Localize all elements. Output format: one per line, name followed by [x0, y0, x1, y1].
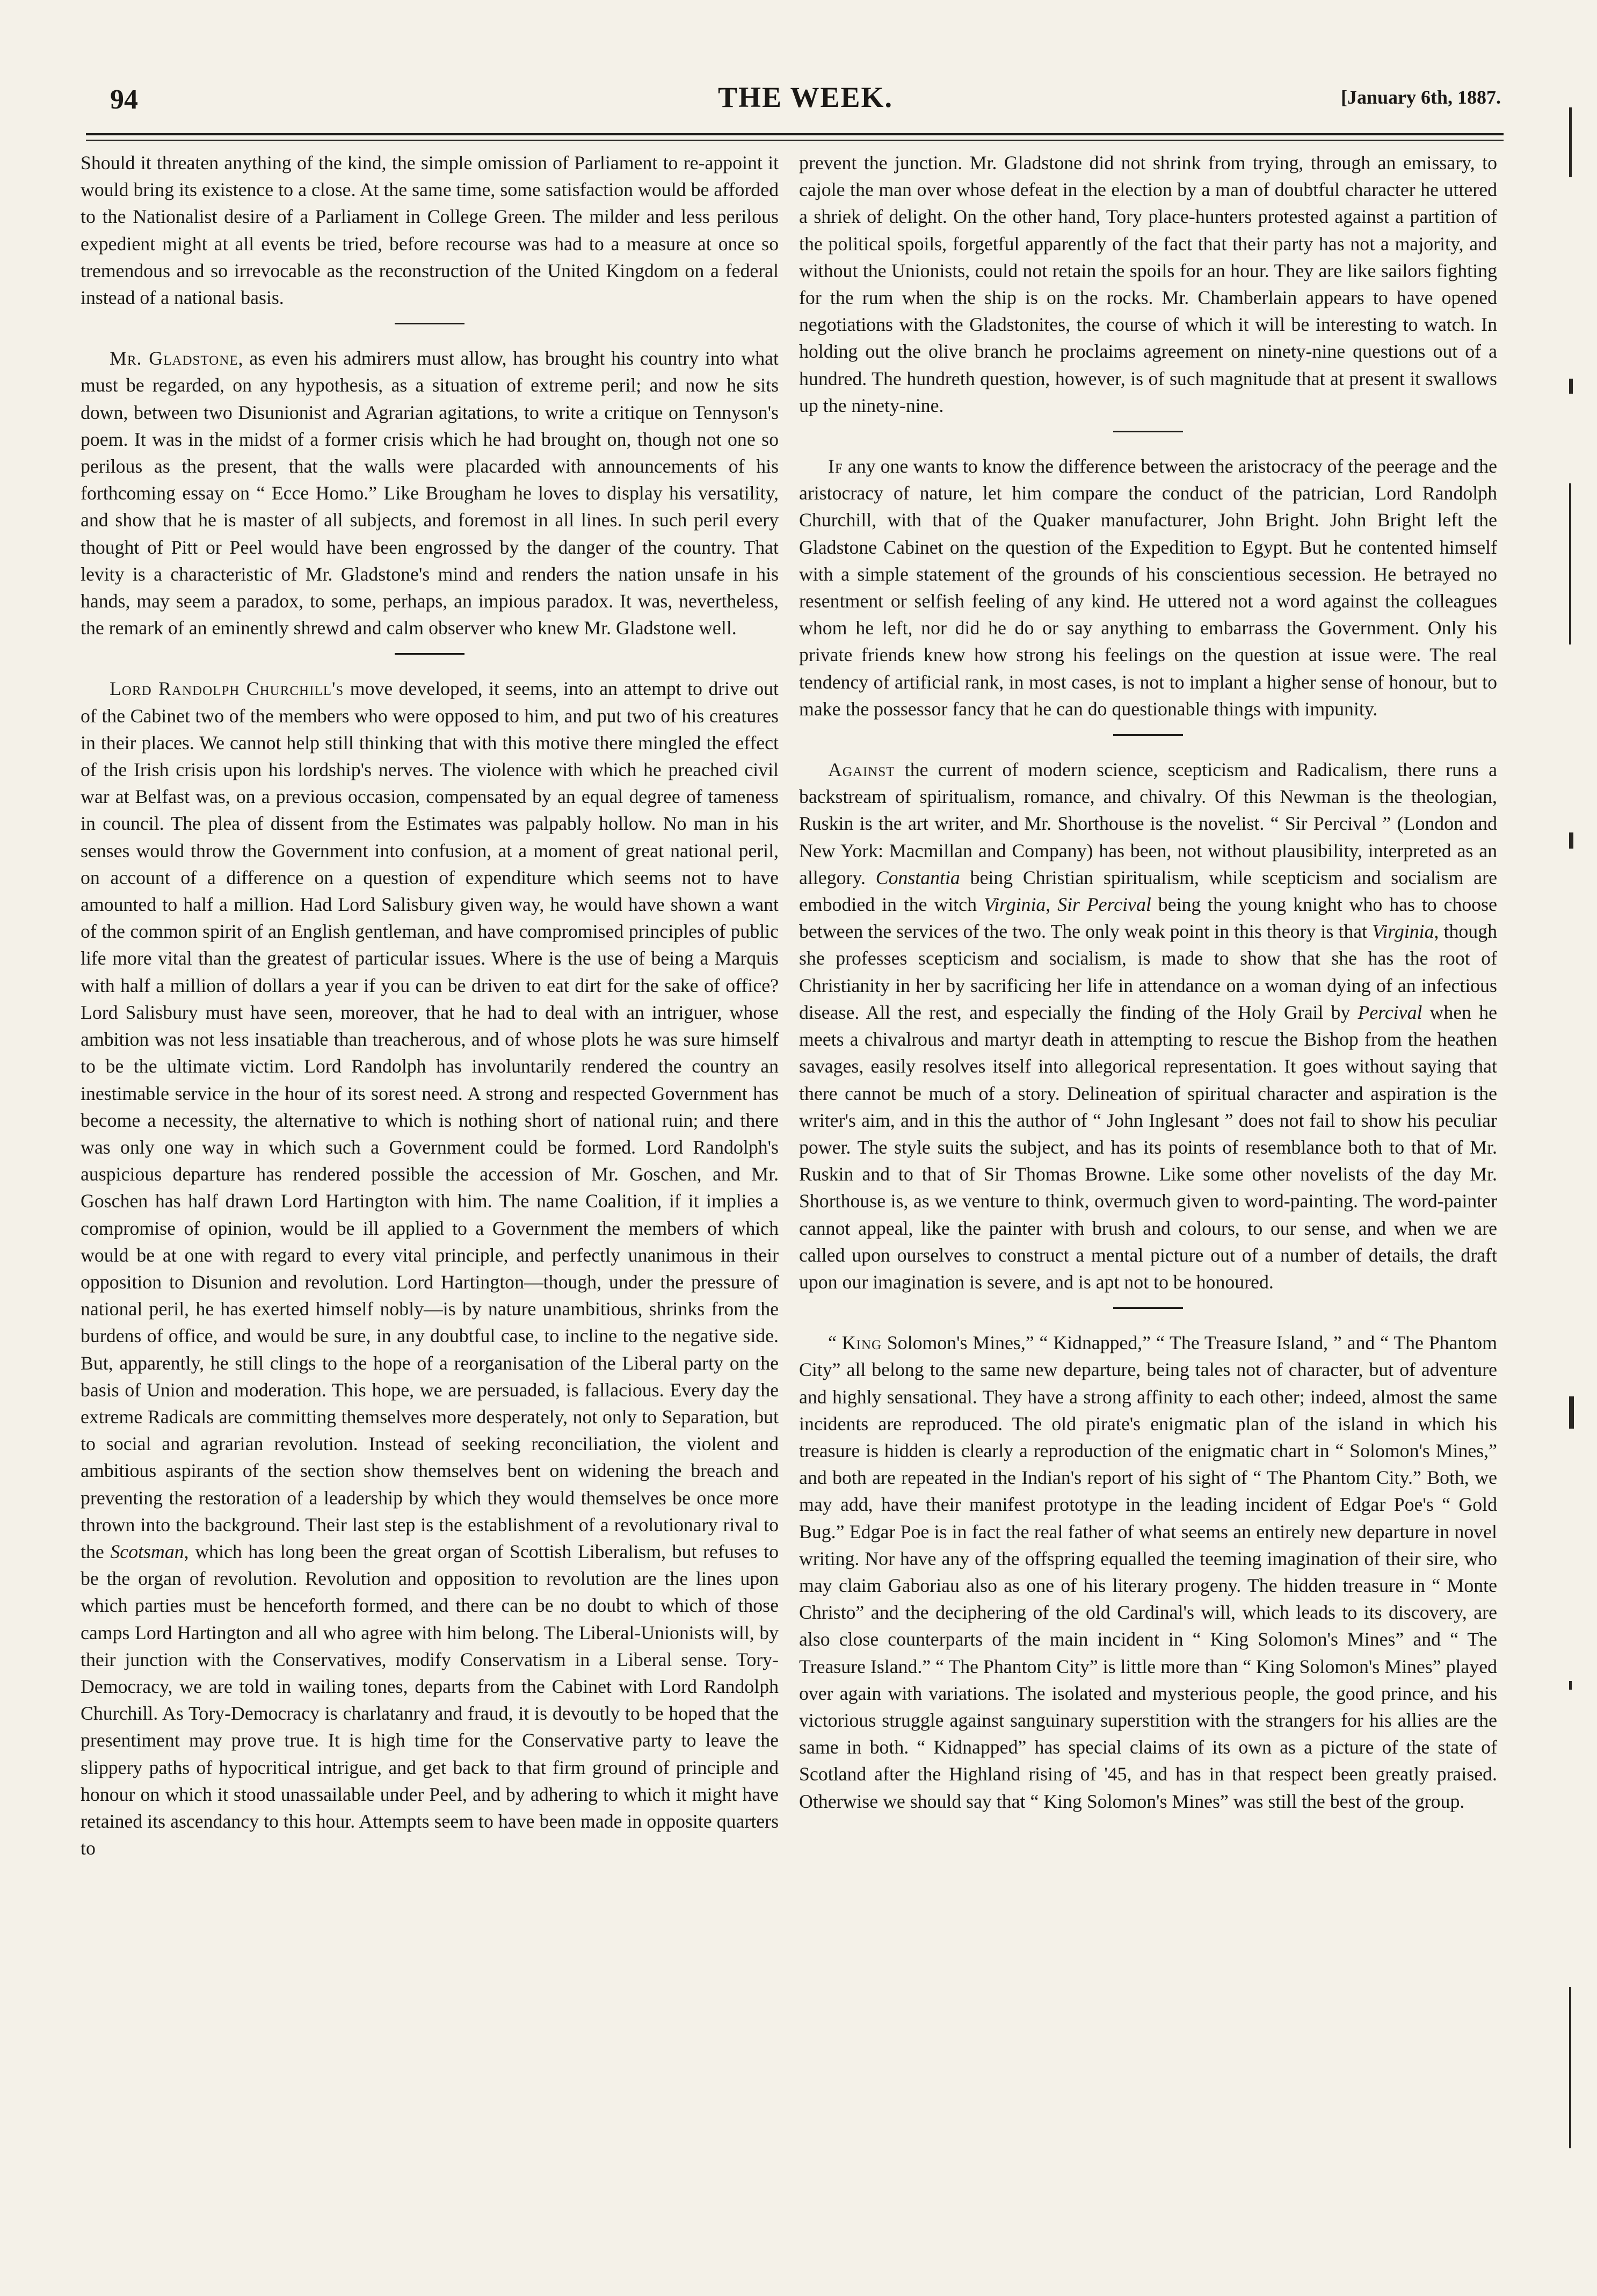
scan-mark [1569, 379, 1573, 394]
italic-name: Sir Percival [1057, 894, 1151, 916]
section-divider [395, 653, 464, 655]
section-divider [395, 323, 464, 324]
page-number: 94 [110, 84, 138, 115]
paragraph-text: being Christian spiritualism, while scepticism and socialism are embodied in the witch [799, 866, 1497, 916]
lead-in: King [841, 1332, 882, 1354]
paragraph-text: , as even his admirers must allow, has brought his country into what must be regarded, on any hypothesis, as a situation of extreme peril; and now he sits down, between two Disunionist and Agrarian agitations, to write a critique on Tennyson's poem. It was in the midst of a former crisis which he had brought on, though not one so perilous as the present, that the walls were placarded with announcements of his forthcoming essay on “ Ecce Homo.” Like Brougham he loves to display his versatility, and show that he is master of all subjects, and foremost in all lines. In such peril every thought of Pitt or Peel would have been engrossed by the danger of the country. That levity is a characteristic of Mr. Gladstone's mind and renders the nation unsafe in his hands, may seem a paradox, to some, perhaps, an impious paradox. It was, nevertheless, the remark of an eminently shrewd and calm observer who knew Mr. Gladstone well. [81, 347, 779, 639]
article-paragraph [799, 756, 1497, 1295]
section-divider [1113, 1307, 1183, 1309]
page-header [110, 81, 1501, 124]
lead-in: Lord Randolph Churchill's [110, 678, 344, 700]
scan-edge-marks [1562, 107, 1583, 2148]
issue-date: [January 6th, 1887. [1340, 86, 1501, 108]
italic-name: Virginia [1372, 921, 1434, 943]
article-paragraph: prevent the junction. Mr. Gladstone did not shrink from trying, through an emissary, to cajole the man over whose defeat in the election by a man of doubtful character he uttered a shriek of delight. On the other hand, Tory place-hunters protested against a partition of the political spoils, forgetful apparently of the fact that their party has not a majority, and without the Unionists, could not retain the spoils for an hour. They are like sailors fighting for the rum when the ship is on the rocks. Mr. Chamberlain appears to have opened negotiations with the Gladstonites, the course of which it will be interesting to watch. In holding out the olive branch he proclaims agreement on ninety-nine questions out of a hundred. The hundreth question, however, is of such magnitude that at present it swallows up the ninety-nine. [799, 152, 1497, 416]
paragraph-text: , though she professes scepticism and socialism, is made to show that she has the root of Christianity in her by sacrificing her life in attendance on a woman dying of an infectious disease. All the rest, and especially the finding of the Holy Grail by [799, 921, 1497, 1023]
lead-in: If [828, 455, 843, 477]
article-paragraph [799, 453, 1497, 722]
italic-name: Constantia [875, 866, 960, 888]
right-column [799, 149, 1497, 1815]
scan-mark [1569, 1681, 1572, 1690]
article-paragraph [81, 345, 779, 641]
paragraph-text: when he meets a chivalrous and martyr death in attempting to rescue the Bishop from the heathen savages, easily resolves itself into allegorical representation. It goes without saying that there cannot be much of a story. Delineation of spiritual character and aspiration is the writer's aim, and in this the author of “ John Inglesant ” does not fail to show his peculiar power. The style suits the subject, and has its points of resemblance both to that of Mr. Ruskin and to that of Sir Thomas Browne. Like some other novelists of the day Mr. Shorthouse is, as we venture to think, overmuch given to word-painting. The word-painter cannot appeal, like the painter with brush and colours, to our sense, and when we are called upon ourselves to construct a mental picture out of a number of details, the draft upon our imagination is severe, and is apt not to be honoured. [799, 1001, 1497, 1293]
paragraph-text: move developed, it seems, into an attempt to drive out of the Cabinet two of the members who were opposed to him, and put two of his creatures in their places. We cannot help still thinking that with this motive there mingled the effect of the Irish crisis upon his lordship's nerves. The violence with which he preached civil war at Belfast was, on a previous occasion, compensated by an equal degree of tameness in council. The plea of dissent from the Estimates was palpably hollow. No man in his senses would throw the Government into confusion, at a moment of great national peril, on account of a difference on a question of expenditure which seems not to have amounted to half a million. Had Lord Salisbury given way, he would have shown a want of the common spirit of an English gentleman, and have compromised principles of public life more vital than the greatest of particular issues. Where is the use of being a Marquis with half a million of dollars a year if you can be driven to eat dirt for the sake of office? Lord Salisbury must have seen, moreover, that he had to deal with an intriguer, whose ambition was not less insatiable than treacherous, and of whose plots he was sure himself to be the ultimate victim. Lord Randolph has involuntarily rendered the country an inestimable service in the hour of its sorest need. A strong and respected Government has become a necessity, the alternative to which is nothing short of national ruin; and there was only one way in which such a Government could be formed. Lord Randolph's auspicious departure has rendered possible the accession of Mr. Goschen, and Mr. Goschen has half drawn Lord Hartington with him. The name Coalition, if it implies a compromise of opinion, would be ill applied to a Government the members of which would be at one with regard to every vital principle, and perfectly unanimous in their opposition to Disunion and revolution. Lord Hartington—though, under the pressure of national peril, he has exerted himself nobly—is by nature unambitious, shrinks from the burdens of office, and would be sure, in any doubtful case, to incline to the negative side. But, apparently, he still clings to the hope of a reorganisation of the Liberal party on the basis of Union and moderation. This hope, we are persuaded, is fallacious. Every day the extreme Radicals are committing themselves more desperately, not only to Separation, but to social and agrarian revolution. Instead of seeking reconciliation, the violent and ambitious aspirants of the section show themselves bent on widening the breach and preventing the restoration of a leadership by which they would themselves be once more thrown into the background. Their last step is the establishment of a revolutionary rival to the [81, 678, 779, 1562]
scan-mark [1569, 107, 1572, 177]
article-paragraph [81, 675, 779, 1862]
scan-mark [1569, 1396, 1574, 1429]
paragraph-text: , [1046, 894, 1058, 916]
article-paragraph: Should it threaten anything of the kind, the simple omission of Parliament to re-appoint it would bring its existence to a close. At the same time, some satisfaction would be afforded to the Nationalist desire of a Parliament in College Green. The milder and less perilous expedient might at all events be tried, before recourse was had to a measure at once so tremendous and so irrevocable as the reconstruction of the United Kingdom on a federal instead of a national basis. [81, 152, 779, 309]
italic-title: Scotsman [110, 1540, 184, 1562]
paragraph-text: Solomon's Mines,” “ Kidnapped,” “ The Treasure Island, ” and “ The Phantom City” all belong to the same new departure, being tales not of character, but of adventure and highly sensational. They have a strong affinity to each other; indeed, almost the same incidents are reproduced. The old pirate's enigmatic plan of the island in which his treasure is hidden is clearly a reproduction of the enigmatic chart in “ Solomon's Mines,” and both are repeated in the Indian's report of his sight of “ The Phantom City.” Both, we may add, have their manifest prototype in the leading incident of Edgar Poe's “ Gold Bug.” Edgar Poe is in fact the real father of what seems an entirely new departure in novel writing. Nor have any of the offspring equalled the teeming imagination of their sire, who may claim Gaboriau also as one of his literary progeny. The hidden treasure in “ Monte Christo” and the deciphering of the old Cardinal's will, which leads to its discovery, are also close counterparts of the main incident in “ King Solomon's Mines” and “ The Treasure Island.” “ The Phantom City” is little more than “ King Solomon's Mines” played over again with variations. The isolated and mysterious people, the good prince, and his victorious struggle against sanguinary superstition with the strangers for his allies are the same in both. “ Kidnapped” has special claims of its own as a picture of the state of Scotland after the Highland rising of '45, and has in that respect been greatly praised. Otherwise we should say that “ King Solomon's Mines” was still the best of the group. [799, 1332, 1497, 1812]
open-quote: “ [828, 1332, 842, 1354]
scan-mark [1569, 832, 1573, 849]
italic-name: Virginia [983, 894, 1046, 916]
paragraph-text: the current of modern science, scepticism and Radicalism, there runs a backstream of spiritualism, romance, and chivalry. Of this Newman is the theologian, Ruskin is the art writer, and Mr. Shorthouse is the novelist. “ Sir Percival ” (London and New York: Macmillan and Company) has been, not without plausibility, interpreted as an allegory. [799, 759, 1497, 888]
header-rule-thin [86, 140, 1504, 141]
publication-title: THE WEEK. [717, 81, 894, 113]
lead-in: Against [828, 759, 895, 781]
header-rule-thick [86, 133, 1504, 135]
paragraph-text: being the young knight who has to choose between the services of the two. The only weak point in this theory is that [799, 894, 1498, 943]
section-divider [1113, 734, 1183, 736]
section-divider [1113, 431, 1183, 432]
italic-name: Percival [1358, 1001, 1422, 1023]
lead-in: Mr. Gladstone [110, 347, 238, 370]
scan-mark [1569, 1987, 1571, 2148]
paragraph-text: , which has long been the great organ of Scottish Liberalism, but refuses to be the organ of revolution. Revolution and opposition to revolution are the lines upon which parties must be henceforth formed, and there can be no doubt to which of those camps Lord Hartington and all who agree with him belong. The Liberal-Unionists will, by their junction with the Conservatives, modify Conservatism in a Liberal sense. Tory-Democracy, we are told in wailing tones, departs from the Cabinet with Lord Randolph Churchill. As Tory-Democracy is charlatanry and fraud, it is devoutly to be hoped that the presentiment may prove true. It is high time for the Conservative party to leave the slippery paths of hypocritical intrigue, and get back to that firm ground of principle and honour on which it stood unassailable under Peel, and by adhering to which it might have retained its ascendancy to this hour. Attempts seem to have been made in opposite quarters to [81, 1540, 779, 1859]
left-column [81, 149, 779, 1862]
paragraph-text: any one wants to know the difference between the aristocracy of the peerage and the aristocracy of nature, let him compare the conduct of the patrician, Lord Randolph Churchill, with that of the Quaker manufacturer, John Bright. John Bright left the Gladstone Cabinet on the question of the Expedition to Egypt. But he contented himself with a simple statement of the grounds of his conscientious secession. He betrayed no resentment or selfish feeling of any kind. He uttered not a word against the colleagues whom he left, nor did he do or say anything to embarrass the Government. Only his private friends knew how strong his feelings on the question at issue were. The real tendency of artificial rank, in most cases, is not to implant a higher sense of honour, but to make the possessor fancy that he can do questionable things with impunity. [799, 455, 1497, 720]
article-paragraph [799, 1329, 1497, 1815]
scan-mark [1569, 483, 1571, 644]
